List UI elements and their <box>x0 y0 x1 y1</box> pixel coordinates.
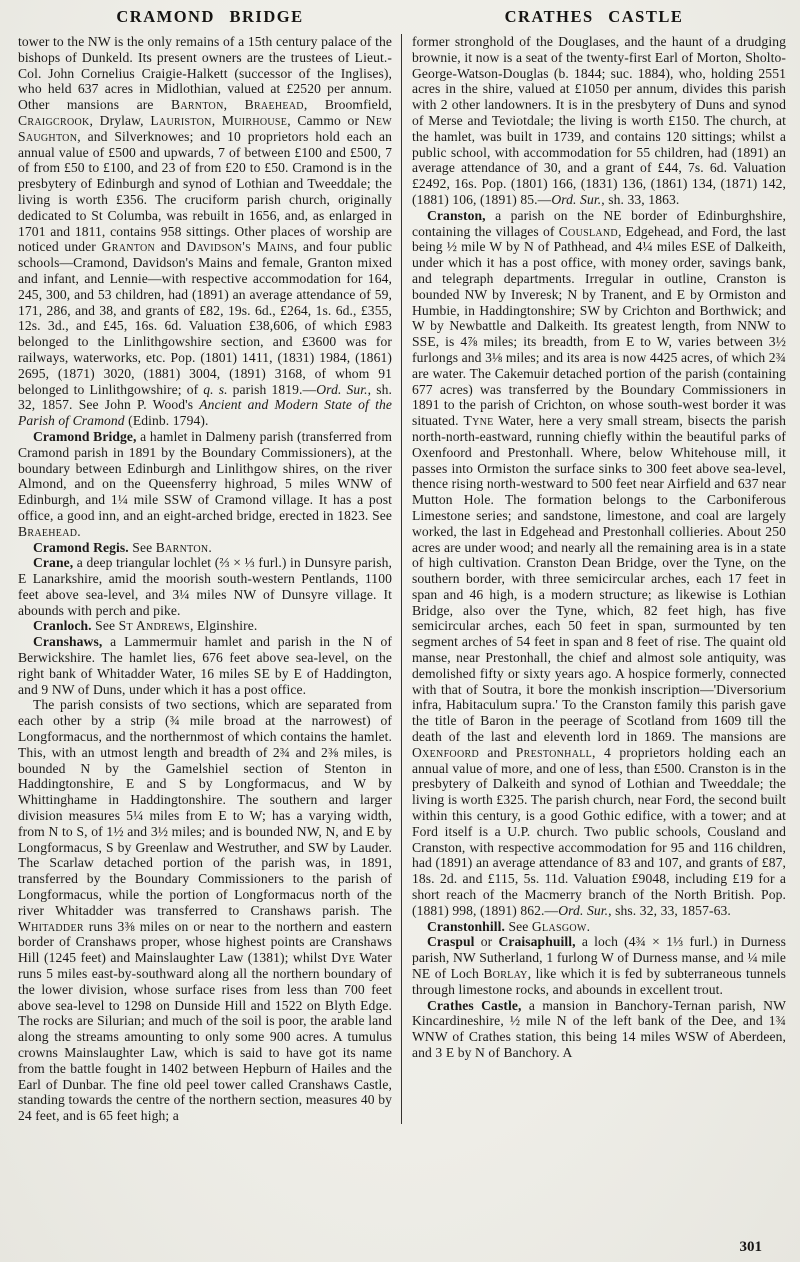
text-run: , and four public schools—Cramond, Davidson's Mains and female, Granton mixed and infant, and Lennie—with respective accommodation for 164, 245, 300, and 53 children, had (1891) an average attendance of 59, 171, 286, and 38, and grants of £82, 19s. 6d., £264, 1s. 6d., £355, 12s. 3d., and £45, 16s. 6d. Valuation £38,606, of which £983 belonged to the Linlithgowshire section, and £3600 was for railways, waterworks, etc. Pop. (1801) 1411, (1831) 1984, (1861) 2695, (1871) 3020, (1881) 3004, (1891) 3168, of whom 91 belonged to Linlithgowshire; of <box>18 239 392 397</box>
entry-headword: Cramond Bridge, <box>33 428 137 444</box>
text-run: See <box>91 618 119 634</box>
paragraph <box>18 634 392 697</box>
text-run: parish 1819.— <box>227 381 317 397</box>
text-run: , Cammo or <box>287 112 366 128</box>
text-run: , Broomfield, <box>303 97 392 113</box>
text-run: , <box>223 97 245 113</box>
text-run: Davidson's Mains <box>186 239 294 255</box>
text-run: Glasgow <box>531 918 587 934</box>
paragraph <box>18 540 392 556</box>
text-run: and <box>478 744 516 760</box>
text-run: Cousland <box>558 223 618 239</box>
entry-headword: Craisaphuill, <box>498 934 576 950</box>
column-right <box>401 34 786 1124</box>
text-run: Dye <box>331 950 356 966</box>
text-run: New Saughton <box>18 112 392 144</box>
text-run: See <box>504 918 532 934</box>
text-run: , shs. 32, 33, 1857-63. <box>608 902 731 918</box>
text-run: a mansion in Banchory-Ternan parish, NW Kincardineshire, ½ mile N of the left bank of the Dee, and 1¾ WNW of Crathes station, this being 14 miles WSW of Aberdeen, and 3 E by N of Banchory. A <box>412 997 786 1060</box>
text-run: Oxenfoord <box>412 744 479 760</box>
page-number: 301 <box>739 1239 762 1255</box>
text-run: St Andrews <box>118 618 190 634</box>
text-run: a hamlet in Dalmeny parish (transferred from Cramond parish in 1891 by the Boundary Commissioners), at the boundary between Edinburgh and Linlithgow shires, on the river Almond, and on the Queensferry highroad, 5 miles WNW of Edinburgh, and 1¼ mile SSW of Cramond village. It has a post office, a good inn, and an eight-arched bridge, erected in 1823. See <box>18 428 393 523</box>
text-run: , like which it is fed by subterraneous tunnels through limestone rocks, and abounds in excellent trout. <box>412 966 786 997</box>
paragraph <box>412 934 786 997</box>
text-run: Ord. Sur. <box>551 191 602 207</box>
text-run: , Edgehead, and Ford, the last being ½ mile W by N of Pathhead, and 4¼ miles ESE of Dalkeith, under which it has a post office, with money order, savings bank, and telegraph departments. Irregular in outline, Cranston is bounded NW by Inveresk; N by Tranent, and E by Ormiston and Humbie, in Haddingtonshire; SW by Crichton and Borthwick; and W by Newbattle and Dalkeith. Its greatest length, from NNW to SSE, is 4⅞ miles; its breadth, from E to W, varies between 3½ furlongs and 3⅛ miles; and its area is now 4425 acres, of which 2¾ are water. The Cakemuir detached portion of the parish (containing 677 acres) was transferred by the Boundary Commissioners in 1891 to the parish of Crichton, on whose south-west border it was situated. <box>412 223 786 429</box>
text-run: Braehead <box>18 523 78 539</box>
text-run: See <box>128 539 156 555</box>
text-run: Lauriston <box>150 112 212 128</box>
text-run: runs 3⅜ miles on or near to the northern and eastern border of Cranshaws proper, whose highest points are Cranshaws Hill (1245 feet) and Mainslaughter Law (1381); whilst <box>18 918 392 966</box>
paragraph <box>412 208 786 919</box>
paragraph <box>412 919 786 935</box>
text-run: a parish on the NE border of Edinburghshire, containing the villages of <box>412 207 786 239</box>
running-head-left: CRAMOND BRIDGE <box>116 7 304 26</box>
text-run: Ord. Sur. <box>316 381 368 397</box>
text-run: , 4 proprietors holding each an annual value of more, and one of less, than £500. Cranston is in the presbytery of Dalkeith and synod of Lothian and Tweeddale; the living is worth £325. The parish church, near Ford, the second built within this century, is a good Gothic edifice, with a tower; and at Ford itself is a U.P. church. Two public schools, Cousland and Cranston, with respective accommodation for 95 and 116 children, had (1891) an average attendance of 83 and 107, and grants of £87, 18s. 2d. and £115, 5s. 11d. Valuation £9048, including £19 for a short reach of the Macmerry branch of the North British. Pop. (1881) 998, (1891) 862.— <box>412 744 786 918</box>
entry-headword: Cranston, <box>427 207 486 223</box>
text-run: Ord. Sur. <box>558 902 609 918</box>
text-run: tower to the NW is the only remains of a 15th century palace of the bishops of Dunkeld. Its present owners are the trustees of Lieut.-Col. John Cornelius Craigie-Halkett (successor of the Inglises), who held 637 acres in Midlothian, valued at £2520 per annum. Other mansions are <box>18 34 392 113</box>
paragraph <box>412 998 786 1061</box>
paragraph <box>18 618 392 634</box>
text-run: Borlay <box>483 966 528 982</box>
text-run: Muirhouse <box>221 112 288 128</box>
column-left <box>18 34 401 1124</box>
entry-headword: Cranloch. <box>33 618 92 634</box>
paragraph <box>412 34 786 208</box>
text-run: , <box>211 112 222 128</box>
text-run: or <box>474 934 499 950</box>
text-run: and <box>155 239 187 255</box>
text-run: Tyne <box>463 413 494 429</box>
text-run: q. s. <box>203 381 228 397</box>
paragraph <box>18 34 392 429</box>
entry-headword: Cranshaws, <box>33 634 103 650</box>
text-run: Barnton <box>155 539 209 555</box>
paragraph <box>18 429 392 540</box>
entry-headword: Cramond Regis. <box>33 539 129 555</box>
running-head-right: CRATHES CASTLE <box>504 7 684 26</box>
text-run: Prestonhall <box>515 744 593 760</box>
text-run: , and Silverknowes; and 10 proprietors hold each an annual value of £500 and upwards, 7 of between £100 and £500, 7 of from £50 to £100, and 23 of from £20 to £50. Cramond is in the presbytery of Edinburgh and synod of Lothian and Tweeddale; the living is worth £356. The cruciform parish church, originally dedicated to St Columba, was rebuilt in 1656, and, as enlarged in 1701 and 1811, contains 958 sittings. Other places of worship are noticed under <box>18 128 392 255</box>
text-run: . <box>586 918 591 934</box>
text-run: Granton <box>101 239 156 255</box>
text-run: a Lammermuir hamlet and parish in the N of Berwickshire. The hamlet lies, 676 feet above sea-level, on the right bank of Whitadder Water, 16 miles SE by E of Haddington, and 9 NW of Duns, under which it has a post office. <box>18 634 392 697</box>
text-run: , sh. 32, 1857. See John P. Wood's <box>18 381 392 413</box>
text-run: Barnton <box>170 97 224 113</box>
text-run: Ancient and Modern State of the Parish of Cramond <box>18 397 392 429</box>
text-run: a loch (4¾ × 1⅓ furl.) in Durness parish, NW Sutherland, 1 furlong W of Durness manse, and ¼ mile NE of Loch <box>412 934 786 982</box>
entry-headword: Crane, <box>33 555 74 571</box>
text-run: Whitadder <box>18 918 84 934</box>
text-run: The parish consists of two sections, which are separated from each other by a strip (¾ mile broad at the narrowest) of Longformacus, and the northernmost of which contains the hamlet. This, with an utmost length and breadth of 2¾ and 2⅜ miles, is bounded N by the Gamelshiel section of Stenton in Haddingtonshire, E and S by Longformacus, and W by Whittinghame in Haddingtonshire. The southern and larger division measures 5¼ miles from E to W; has a varying width, from N to S, of 1½ and 3½ miles; and is bounded NW, N, and E by Longformacus, S by Greenlaw and Westruther, and SW by Lauder. The Scarlaw detached portion of the parish was, in 1891, transferred by the Boundary Commissioners to the parish of Longformacus, while the portion of Longformacus north of the river Whitadder was transferred to Cranshaws parish. The <box>18 697 392 918</box>
paragraph <box>18 697 392 1124</box>
text-run: , sh. 33, 1863. <box>601 191 680 207</box>
text-run: (Edinb. 1794). <box>124 413 209 429</box>
text-run: Craigcrook <box>18 112 90 128</box>
text-run: . <box>208 539 212 555</box>
paragraph <box>18 555 392 618</box>
text-run: Water runs 5 miles east-by-southward along all the northern boundary of the lower division, whose surface rises from less than 700 feet above sea-level to 1298 on Dunside Hill and 1522 on Blyth Edge. The rocks are Silurian; and much of the soil is poor, the arable land along the streams amounting to only some 900 acres. A tumulus crowns Mainslaughter Law, which is said to have got its name from the battle fought in 1402 between Hepburn of Hailes and the Earl of Dunbar. The fine old peel tower called Cranshaws Castle, standing towards the centre of the northern section, measures 40 by 24 feet, and is 65 feet high; a <box>18 950 392 1124</box>
text-run: a deep triangular lochlet (⅔ × ⅓ furl.) in Dunsyre parish, E Lanarkshire, amid the moorish south-western Pentlands, 1100 feet above sea-level, and 3¼ miles NW of Dunsyre village. It abounds with perch and pike. <box>18 555 392 618</box>
text-run: former stronghold of the Douglases, and the haunt of a drudging brownie, it now is a seat of the twenty-first Earl of Morton, Sholto-George-Watson-Douglas (b. 1844; suc. 1884), who, holding 2551 acres in the shire, valued at £1050 per annum, divides this parish with 2 other landowners. It is in the presbytery of Duns and synod of Merse and Teviotdale; the living is worth £150. The church, at the hamlet, was built in 1739, and contains 120 sittings; whilst a public school, with accommodation for 55 children, had (1891) an average attendance of 30, and a grant of £44, 7s. 6d. Valuation £2492, 16s. Pop. (1801) 166, (1831) 136, (1861) 134, (1871) 142, (1881) 106, (1891) 85.— <box>412 34 786 207</box>
text-run: , Drylaw, <box>89 112 151 128</box>
entry-headword: Cranstonhill. <box>427 918 505 934</box>
entry-headword: Craspul <box>427 934 475 950</box>
entry-headword: Crathes Castle, <box>427 997 522 1013</box>
running-heads <box>18 7 786 27</box>
text-run: , Elginshire. <box>189 618 258 634</box>
text-run: Water, here a very small stream, bisects the parish north-north-eastward, running chiefly within the beautiful parks of Oxenfoord and Prestonhall. Where, below Whitehouse mill, it passes into Ormiston the surface sinks to 300 feet above sea-level, thence rising north-westward to 500 feet near Airfield and 637 near Mutton Hole. The formation belongs to the Carboniferous Limestone series; and sandstone, limestone, and coal are largely worked, the last in Edgehead and Prestonhall collieries. About 250 acres are under wood; and nearly all the remaining area is in a state of high cultivation. Cranston Dean Bridge, over the Tyne, on the southern border, with three semicircular arches, each 17 feet in span and 46 high, is a modern structure; as likewise is Lothian Bridge, also over the Tyne, which, 82 feet high, has five semicircular arches, each 50 feet in span, surmounted by ten segment arches of 54 feet in span and 8 feet of rise. The quaint old manse, near Prestonhall, the chief and almost sole antiquity, was demolished fifty or sixty years ago. A hospice formerly, connected with that of Soutra, it bore the monkish inscription—'Diversorium infra, Habitaculum supra.' To the Cranston family this parish gave the title of Baron in the peerage of Scotland from 1609 till the death of the last and eleventh lord in 1869. The mansions are <box>412 413 786 745</box>
text-run: . <box>77 523 81 539</box>
text-columns <box>18 34 786 1124</box>
text-run: Braehead <box>244 97 304 113</box>
